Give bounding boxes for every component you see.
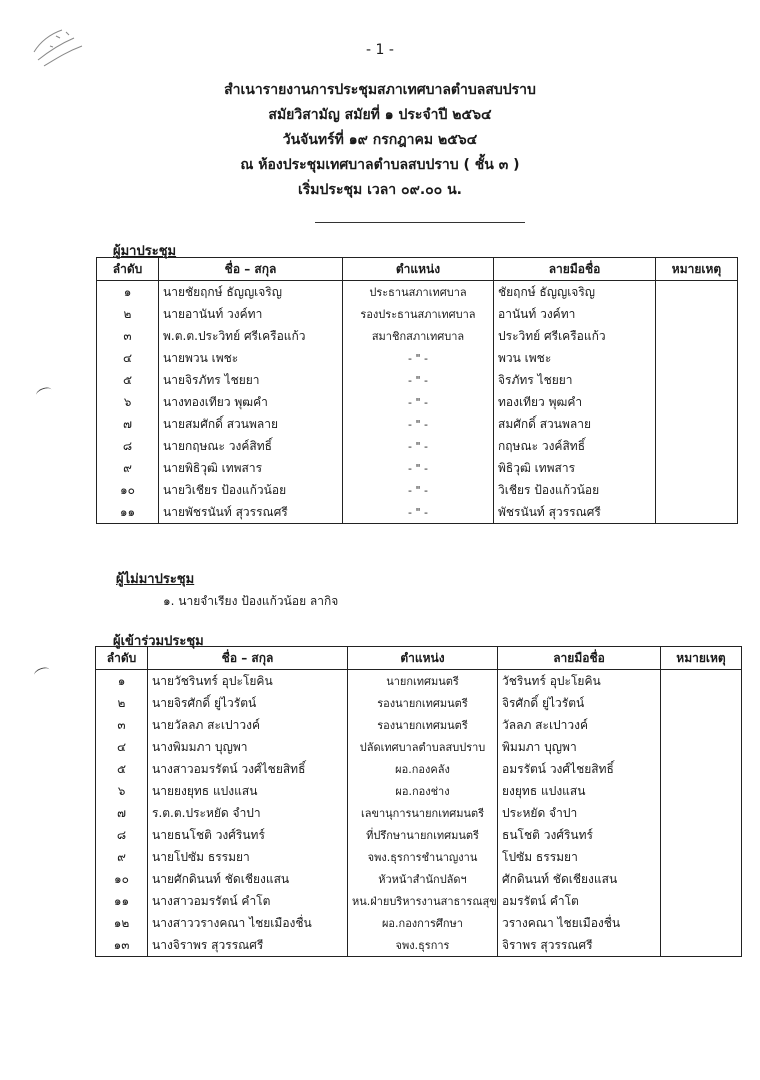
attendee-no-cell: ๕ <box>97 369 159 391</box>
attendee-no-cell: ๑ <box>97 281 159 304</box>
attendees-table <box>96 257 738 524</box>
header-start-time: เริ่มประชุม เวลา ๐๙.๐๐ น. <box>298 182 462 198</box>
participant-no-cell: ๑ <box>96 670 148 693</box>
participant-note-cell <box>661 912 742 934</box>
attendee-note-cell <box>656 303 738 325</box>
participant-row <box>96 802 742 824</box>
attendee-note-cell <box>656 457 738 479</box>
participant-note-cell <box>661 802 742 824</box>
participant-position-cell: หน.ฝ่ายบริหารงานสาธารณสุข <box>348 890 498 912</box>
attendee-signature-cell: ชัยฤกษ์ ธัญญเจริญ <box>494 281 656 304</box>
participant-no-cell: ๒ <box>96 692 148 714</box>
attendee-signature-cell: จิรภัทร ไชยยา <box>494 369 656 391</box>
attendee-signature-cell: พิธิวุฒิ เทพสาร <box>494 457 656 479</box>
attendee-name-cell: นายพวน เพชะ <box>159 347 343 369</box>
participant-signature-cell: จิรศักดิ์ ยู่ไวรัตน์ <box>498 692 661 714</box>
attendee-name-cell: นายพิธิวุฒิ เทพสาร <box>159 457 343 479</box>
attendee-header-cell: ลำดับ <box>97 258 159 281</box>
attendee-note-cell <box>656 347 738 369</box>
attendee-position-cell: - " - <box>343 347 494 369</box>
participants-table <box>95 646 742 957</box>
attendee-note-cell <box>656 325 738 347</box>
participant-header-cell: ลายมือชื่อ <box>498 647 661 670</box>
attendees-title: ผู้มาประชุม <box>113 244 177 259</box>
participant-signature-cell: ประหยัด จำปา <box>498 802 661 824</box>
participant-row <box>96 890 742 912</box>
participant-note-cell <box>661 758 742 780</box>
participant-position-cell: ปลัดเทศบาลตำบลสบปราบ <box>348 736 498 758</box>
participant-row <box>96 868 742 890</box>
attendee-no-cell: ๒ <box>97 303 159 325</box>
attendee-header-cell: ลายมือชื่อ <box>494 258 656 281</box>
attendee-signature-cell: ประวิทย์ ศรีเครือแก้ว <box>494 325 656 347</box>
attendee-row <box>97 435 738 457</box>
participant-signature-cell: พิมมภา บุญพา <box>498 736 661 758</box>
attendee-name-cell: นายจิรภัทร ไชยยา <box>159 369 343 391</box>
participant-signature-cell: ยงยุทธ แปงแสน <box>498 780 661 802</box>
attendee-row <box>97 413 738 435</box>
participant-no-cell: ๖ <box>96 780 148 802</box>
participant-no-cell: ๗ <box>96 802 148 824</box>
participant-name-cell: นางสาวอมรรัตน์ วงศ์ไชยสิทธิ์ <box>148 758 348 780</box>
participant-position-cell: ผอ.กองการศึกษา <box>348 912 498 934</box>
margin-mark <box>35 386 53 400</box>
participant-position-cell: เลขานุการนายกเทศมนตรี <box>348 802 498 824</box>
attendee-position-cell: - " - <box>343 435 494 457</box>
participant-name-cell: นางจิราพร สุวรรณศรี <box>148 934 348 957</box>
participants-title: ผู้เข้าร่วมประชุม <box>113 634 204 649</box>
participant-no-cell: ๘ <box>96 824 148 846</box>
participant-header-cell: หมายเหตุ <box>661 647 742 670</box>
attendee-row <box>97 391 738 413</box>
attendee-note-cell <box>656 391 738 413</box>
participant-signature-cell: วัชรินทร์ อุปะโยคิน <box>498 670 661 693</box>
participant-name-cell: นายจิรศักดิ์ ยู่ไวรัตน์ <box>148 692 348 714</box>
participant-row <box>96 912 742 934</box>
participant-signature-cell: อมรรัตน์ วงศ์ไชยสิทธิ์ <box>498 758 661 780</box>
participant-note-cell <box>661 736 742 758</box>
participant-row <box>96 780 742 802</box>
participant-position-cell: หัวหน้าสำนักปลัดฯ <box>348 868 498 890</box>
attendee-signature-cell: พวน เพชะ <box>494 347 656 369</box>
attendee-no-cell: ๔ <box>97 347 159 369</box>
participant-row <box>96 934 742 957</box>
participant-note-cell <box>661 670 742 693</box>
participant-name-cell: นางสาววรางคณา ไชยเมืองชื่น <box>148 912 348 934</box>
attendee-note-cell <box>656 501 738 524</box>
attendee-name-cell: นายชัยฤกษ์ ธัญญเจริญ <box>159 281 343 304</box>
absentees-title: ผู้ไม่มาประชุม <box>116 572 195 587</box>
participant-signature-cell: โปซัม ธรรมยา <box>498 846 661 868</box>
attendee-signature-cell: สมศักดิ์ สวนพลาย <box>494 413 656 435</box>
margin-mark <box>33 666 51 680</box>
attendee-no-cell: ๓ <box>97 325 159 347</box>
attendee-position-cell: - " - <box>343 501 494 524</box>
participant-signature-cell: ธนโชติ วงศ์รินทร์ <box>498 824 661 846</box>
participant-position-cell: จพง.ธุรการชำนาญงาน <box>348 846 498 868</box>
attendee-row <box>97 479 738 501</box>
attendee-no-cell: ๗ <box>97 413 159 435</box>
participant-note-cell <box>661 846 742 868</box>
attendee-signature-cell: พัชรนันท์ สุวรรณศรี <box>494 501 656 524</box>
participant-no-cell: ๑๓ <box>96 934 148 957</box>
participant-no-cell: ๑๑ <box>96 890 148 912</box>
participant-no-cell: ๑๐ <box>96 868 148 890</box>
participant-position-cell: จพง.ธุรการ <box>348 934 498 957</box>
participant-signature-cell: วรางคณา ไชยเมืองชื่น <box>498 912 661 934</box>
page-number: - 1 - <box>366 42 394 58</box>
attendee-header-cell: หมายเหตุ <box>656 258 738 281</box>
attendee-position-cell: - " - <box>343 413 494 435</box>
participant-note-cell <box>661 934 742 957</box>
participant-position-cell: ผอ.กองคลัง <box>348 758 498 780</box>
participant-name-cell: นายธนโชติ วงศ์รินทร์ <box>148 824 348 846</box>
attendee-note-cell <box>656 369 738 391</box>
participant-name-cell: ร.ต.ต.ประหยัด จำปา <box>148 802 348 824</box>
attendee-note-cell <box>656 435 738 457</box>
participant-name-cell: นางสาวอมรรัตน์ คำโต <box>148 890 348 912</box>
participant-no-cell: ๑๒ <box>96 912 148 934</box>
attendee-signature-cell: กฤษณะ วงค์สิทธิ์ <box>494 435 656 457</box>
attendee-position-cell: - " - <box>343 391 494 413</box>
header-rule <box>315 222 525 223</box>
participant-position-cell: รองนายกเทศมนตรี <box>348 692 498 714</box>
participant-header-cell: ลำดับ <box>96 647 148 670</box>
attendee-no-cell: ๑๐ <box>97 479 159 501</box>
document-header <box>0 78 760 203</box>
participant-position-cell: นายกเทศมนตรี <box>348 670 498 693</box>
attendee-name-cell: นางทองเทียว พุฒคำ <box>159 391 343 413</box>
participant-name-cell: นายโปซัม ธรรมยา <box>148 846 348 868</box>
header-date: วันจันทร์ที่ ๑๙ กรกฎาคม ๒๕๖๔ <box>282 132 478 148</box>
header-title: สำเนารายงานการประชุมสภาเทศบาลตำบลสบปราบ <box>224 82 536 98</box>
participant-name-cell: นายยงยุทธ แปงแสน <box>148 780 348 802</box>
attendee-name-cell: พ.ต.ต.ประวิทย์ ศรีเครือแก้ว <box>159 325 343 347</box>
participant-note-cell <box>661 890 742 912</box>
header-session: สมัยวิสามัญ สมัยที่ ๑ ประจำปี ๒๕๖๔ <box>268 107 492 123</box>
participant-no-cell: ๕ <box>96 758 148 780</box>
participant-signature-cell: วัลลภ สะเปาวงค์ <box>498 714 661 736</box>
attendee-name-cell: นายอานันท์ วงค์ทา <box>159 303 343 325</box>
participant-note-cell <box>661 692 742 714</box>
participant-row <box>96 692 742 714</box>
participant-name-cell: นางพิมมภา บุญพา <box>148 736 348 758</box>
attendee-name-cell: นายวิเชียร ป้องแก้วน้อย <box>159 479 343 501</box>
attendee-name-cell: นายสมศักดิ์ สวนพลาย <box>159 413 343 435</box>
header-venue: ณ ห้องประชุมเทศบาลตำบลสบปราบ ( ชั้น ๓ ) <box>240 157 520 173</box>
attendee-no-cell: ๙ <box>97 457 159 479</box>
attendee-row <box>97 303 738 325</box>
participant-row <box>96 670 742 693</box>
attendee-row <box>97 281 738 304</box>
attendee-no-cell: ๑๑ <box>97 501 159 524</box>
attendee-position-cell: - " - <box>343 479 494 501</box>
attendee-note-cell <box>656 479 738 501</box>
attendee-row <box>97 347 738 369</box>
attendee-note-cell <box>656 281 738 304</box>
attendee-header-cell: ตำแหน่ง <box>343 258 494 281</box>
participant-no-cell: ๙ <box>96 846 148 868</box>
attendee-position-cell: ประธานสภาเทศบาล <box>343 281 494 304</box>
participant-signature-cell: ศักดินนท์ ชัดเชียงแสน <box>498 868 661 890</box>
participant-position-cell: ผอ.กองช่าง <box>348 780 498 802</box>
attendee-position-cell: - " - <box>343 369 494 391</box>
participant-signature-cell: จิราพร สุวรรณศรี <box>498 934 661 957</box>
attendee-row <box>97 325 738 347</box>
participant-row <box>96 846 742 868</box>
attendee-signature-cell: วิเชียร ป้องแก้วน้อย <box>494 479 656 501</box>
participant-row <box>96 758 742 780</box>
attendee-note-cell <box>656 413 738 435</box>
attendee-name-cell: นายกฤษณะ วงค์สิทธิ์ <box>159 435 343 457</box>
attendee-signature-cell: อานันท์ วงค์ทา <box>494 303 656 325</box>
participant-note-cell <box>661 824 742 846</box>
participant-signature-cell: อมรรัตน์ คำโต <box>498 890 661 912</box>
attendee-no-cell: ๖ <box>97 391 159 413</box>
participant-note-cell <box>661 714 742 736</box>
attendee-position-cell: รองประธานสภาเทศบาล <box>343 303 494 325</box>
participant-name-cell: นายวัชรินทร์ อุปะโยคิน <box>148 670 348 693</box>
participant-note-cell <box>661 868 742 890</box>
attendee-no-cell: ๘ <box>97 435 159 457</box>
participant-header-cell: ชื่อ – สกุล <box>148 647 348 670</box>
attendee-position-cell: สมาชิกสภาเทศบาล <box>343 325 494 347</box>
attendee-row <box>97 501 738 524</box>
attendee-signature-cell: ทองเทียว พุฒคำ <box>494 391 656 413</box>
participant-name-cell: นายศักดินนท์ ชัดเชียงแสน <box>148 868 348 890</box>
participant-row <box>96 714 742 736</box>
attendee-row <box>97 457 738 479</box>
participant-no-cell: ๔ <box>96 736 148 758</box>
participant-header-cell: ตำแหน่ง <box>348 647 498 670</box>
participant-no-cell: ๓ <box>96 714 148 736</box>
participant-position-cell: รองนายกเทศมนตรี <box>348 714 498 736</box>
participant-row <box>96 736 742 758</box>
attendee-position-cell: - " - <box>343 457 494 479</box>
participant-note-cell <box>661 780 742 802</box>
attendee-header-cell: ชื่อ – สกุล <box>159 258 343 281</box>
attendee-name-cell: นายพัชรนันท์ สุวรรณศรี <box>159 501 343 524</box>
participant-row <box>96 824 742 846</box>
participant-name-cell: นายวัลลภ สะเปาวงค์ <box>148 714 348 736</box>
absentee-entry: ๑. นายจำเรียง ป้องแก้วน้อย ลากิจ <box>163 594 339 608</box>
attendee-row <box>97 369 738 391</box>
participant-position-cell: ที่ปรึกษานายกเทศมนตรี <box>348 824 498 846</box>
